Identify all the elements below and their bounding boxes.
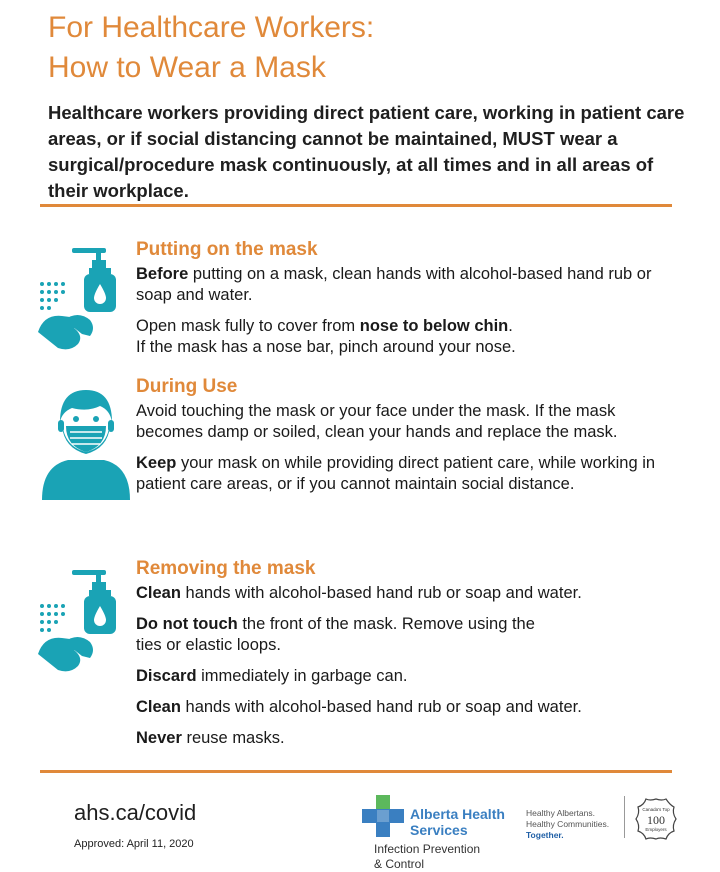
during-use-step-2 — [136, 453, 676, 495]
hand-sanitizer-icon — [34, 240, 134, 360]
department-name-line-1: Infection Prevention — [374, 842, 481, 856]
putting-on-step-2-bold: nose to below chin — [359, 317, 509, 335]
putting-on-step-1-bold: Before — [136, 265, 189, 283]
department-name-line-2: & Control — [374, 857, 425, 871]
putting-on-step-2 — [136, 316, 676, 358]
ahs-cross-logo — [360, 793, 406, 839]
person-with-mask-icon — [38, 382, 134, 502]
putting-on-step-1-text: putting on a mask, clean hands with alcohol-based hand rub or soap and water. — [136, 265, 652, 304]
ahs-org-name-line-1: Alberta Health — [410, 806, 505, 822]
putting-on-step-2-pre: Open mask fully to cover from — [136, 317, 360, 335]
removing-step-1 — [136, 583, 676, 604]
approved-date: Approved: April 11, 2020 — [74, 838, 194, 850]
section-during-use — [136, 375, 676, 505]
removing-step-3-text: immediately in garbage can. — [196, 667, 408, 685]
title-line-1: For Healthcare Workers: — [48, 11, 375, 44]
badge-bottom-text: Employers — [645, 827, 667, 832]
removing-step-3-bold: Discard — [136, 667, 197, 685]
footer-vertical-divider — [624, 796, 625, 838]
badge-top-text: Canada's Top — [642, 807, 670, 812]
during-use-step-2-text: your mask on while providing direct patient care, while working in patient care areas, or if you cannot maintain social distance. — [136, 454, 656, 493]
removing-step-2-line2: ties or elastic loops. — [136, 636, 281, 654]
bottom-divider — [40, 770, 672, 773]
tagline-line-3: Together. — [526, 830, 564, 840]
removing-step-5-text: reuse masks. — [181, 729, 285, 747]
during-use-step-2-bold: Keep — [136, 454, 177, 472]
badge-number: 100 — [647, 813, 665, 827]
removing-step-5 — [136, 728, 676, 749]
removing-step-4-bold: Clean — [136, 698, 181, 716]
removing-step-2 — [136, 614, 676, 656]
putting-on-step-2-post: . — [508, 317, 513, 335]
footer-url[interactable]: ahs.ca/covid — [74, 800, 197, 825]
section-putting-on — [136, 238, 676, 368]
ahs-org-name — [410, 806, 505, 838]
top-divider — [40, 204, 672, 207]
ahs-org-name-line-2: Services — [410, 822, 468, 838]
removing-step-5-bold: Never — [136, 729, 182, 747]
putting-on-step-2-line2: If the mask has a nose bar, pinch around your nose. — [136, 338, 516, 356]
top-employers-badge — [634, 797, 678, 841]
section-removing — [136, 557, 676, 759]
removing-step-4-text: hands with alcohol-based hand rub or soap and water. — [180, 698, 582, 716]
title-line-2: How to Wear a Mask — [48, 51, 326, 84]
removing-step-2-bold: Do not touch — [136, 615, 238, 633]
removing-step-4 — [136, 697, 676, 718]
tagline-line-2: Healthy Communities. — [526, 819, 610, 829]
section-title-putting-on: Putting on the mask — [136, 239, 318, 260]
removing-step-1-bold: Clean — [136, 584, 181, 602]
removing-step-1-text: hands with alcohol-based hand rub or soap and water. — [180, 584, 582, 602]
page-title — [48, 8, 374, 88]
removing-step-3 — [136, 666, 676, 687]
department-name — [374, 842, 480, 872]
tagline — [526, 808, 609, 841]
putting-on-step-1 — [136, 264, 676, 306]
section-title-during-use: During Use — [136, 376, 238, 397]
hand-sanitizer-icon — [34, 562, 134, 682]
tagline-line-1: Healthy Albertans. — [526, 808, 595, 818]
removing-step-2-text: the front of the mask. Remove using the — [237, 615, 535, 633]
during-use-step-1: Avoid touching the mask or your face under the mask. If the mask becomes damp or soiled, clean your hands and replace the mask. — [136, 402, 618, 441]
intro-paragraph: Healthcare workers providing direct patient care, working in patient care areas, or if social distancing cannot be maintained, MUST wear a surgical/procedure mask continuously, at all times and in all areas of their workplace. — [48, 102, 685, 201]
section-title-removing: Removing the mask — [136, 558, 316, 579]
